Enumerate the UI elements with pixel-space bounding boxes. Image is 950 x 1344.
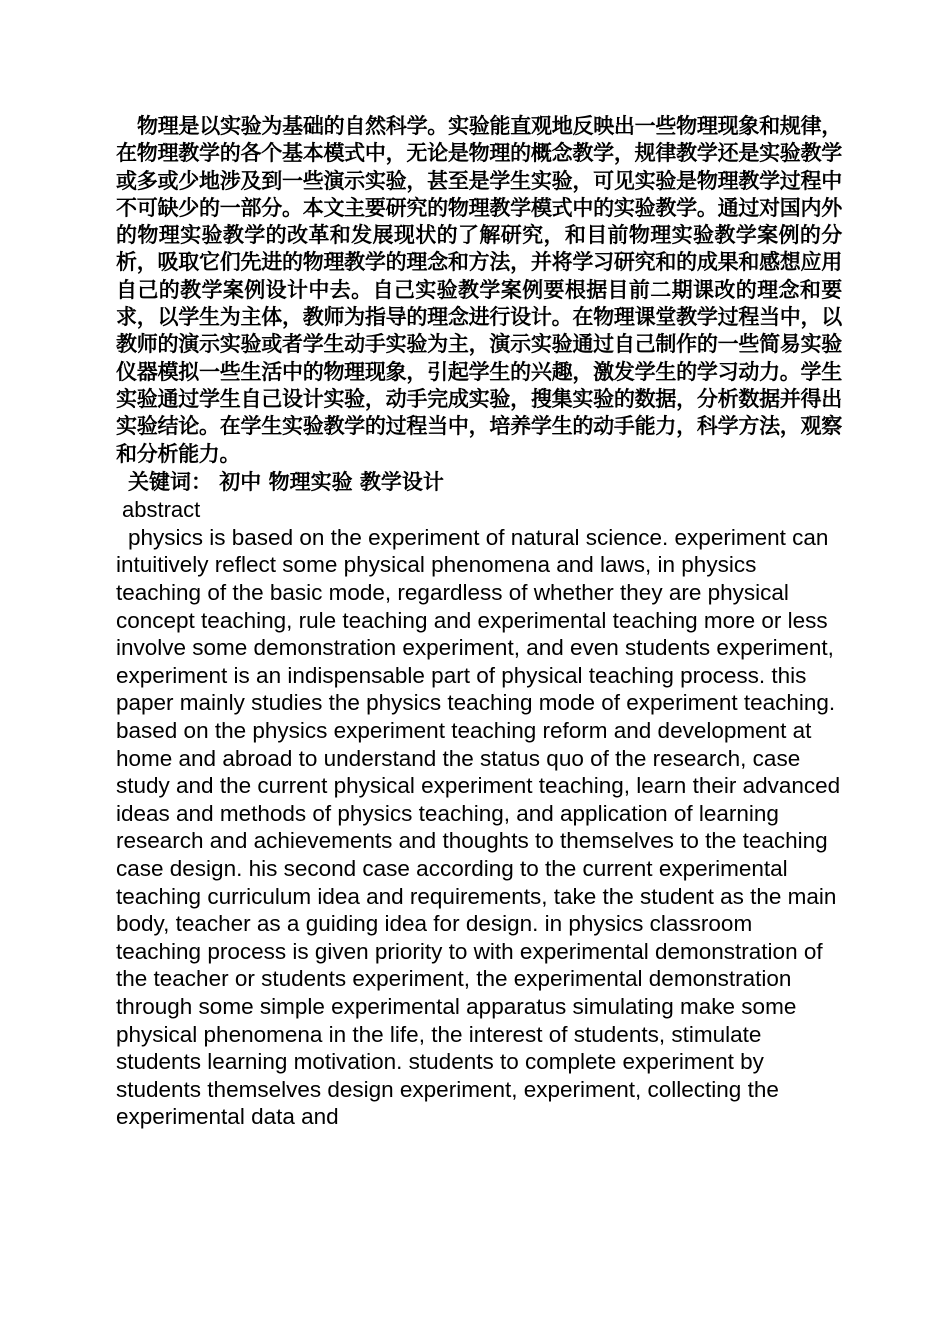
keywords-line: 关键词： 初中 物理实验 教学设计 bbox=[128, 469, 444, 494]
english-abstract-paragraph: physics is based on the experiment of natural science. experiment can intuitively reflect some physical phenomena and laws, in physics teaching of the basic mode, regardless of whether they are physical concept teaching, rule teaching and experimental teaching more or less involve some demonstration experiment, and even students experiment, experiment is an indispensable part of physical teaching process. this paper mainly studies the physics teaching mode of experiment teaching. based on the physics experiment teaching reform and development at home and abroad to understand the status quo of the research, case study and the current physical experiment teaching, learn their advanced ideas and methods of physics teaching, and application of learning research and achievements and thoughts to themselves to the teaching case design. his second case according to the current experimental teaching curriculum idea and requirements, take the student as the main body, teacher as a guiding idea for design. in physics classroom teaching process is given priority to with experimental demonstration of the teacher or students experiment, the experimental demonstration through some simple experimental apparatus simulating make some physical phenomena in the life, the interest of students, stimulate students learning motivation. students to complete experiment by students themselves design experiment, experiment, collecting the experimental data and bbox=[116, 524, 841, 1130]
document-page bbox=[116, 113, 842, 1131]
abstract-heading: abstract bbox=[122, 496, 201, 522]
chinese-abstract-paragraph: 物理是以实验为基础的自然科学。实验能直观地反映出一些物理现象和规律，在物理教学的各个基本模式中，无论是物理的概念教学，规律教学还是实验教学或多或少地涉及到一些演示实验，甚至是学生实验，可见实验是物理教学过程中不可缺少的一部分。本文主要研究的物理教学模式中的实验教学。通过对国内外的物理实验教学的改革和发展现状的了解研究，和目前物理实验教学案例的分析，吸取它们先进的物理教学的理念和方法，并将学习研究和的成果和感想应用自己的教学案例设计中去。自己实验教学案例要根据目前二期课改的理念和要求，以学生为主体，教师为指导的理念进行设计。在物理课堂教学过程当中，以教师的演示实验或者学生动手实验为主，演示实验通过自己制作的一些简易实验仪器模拟一些生活中的物理现象，引起学生的兴趣，激发学生的学习动力。学生实验通过学生自己设计实验，动手完成实验，搜集实验的数据，分析数据并得出实验结论。在学生实验教学的过程当中，培养学生的动手能力，科学方法，观察和分析能力。 bbox=[116, 114, 842, 466]
